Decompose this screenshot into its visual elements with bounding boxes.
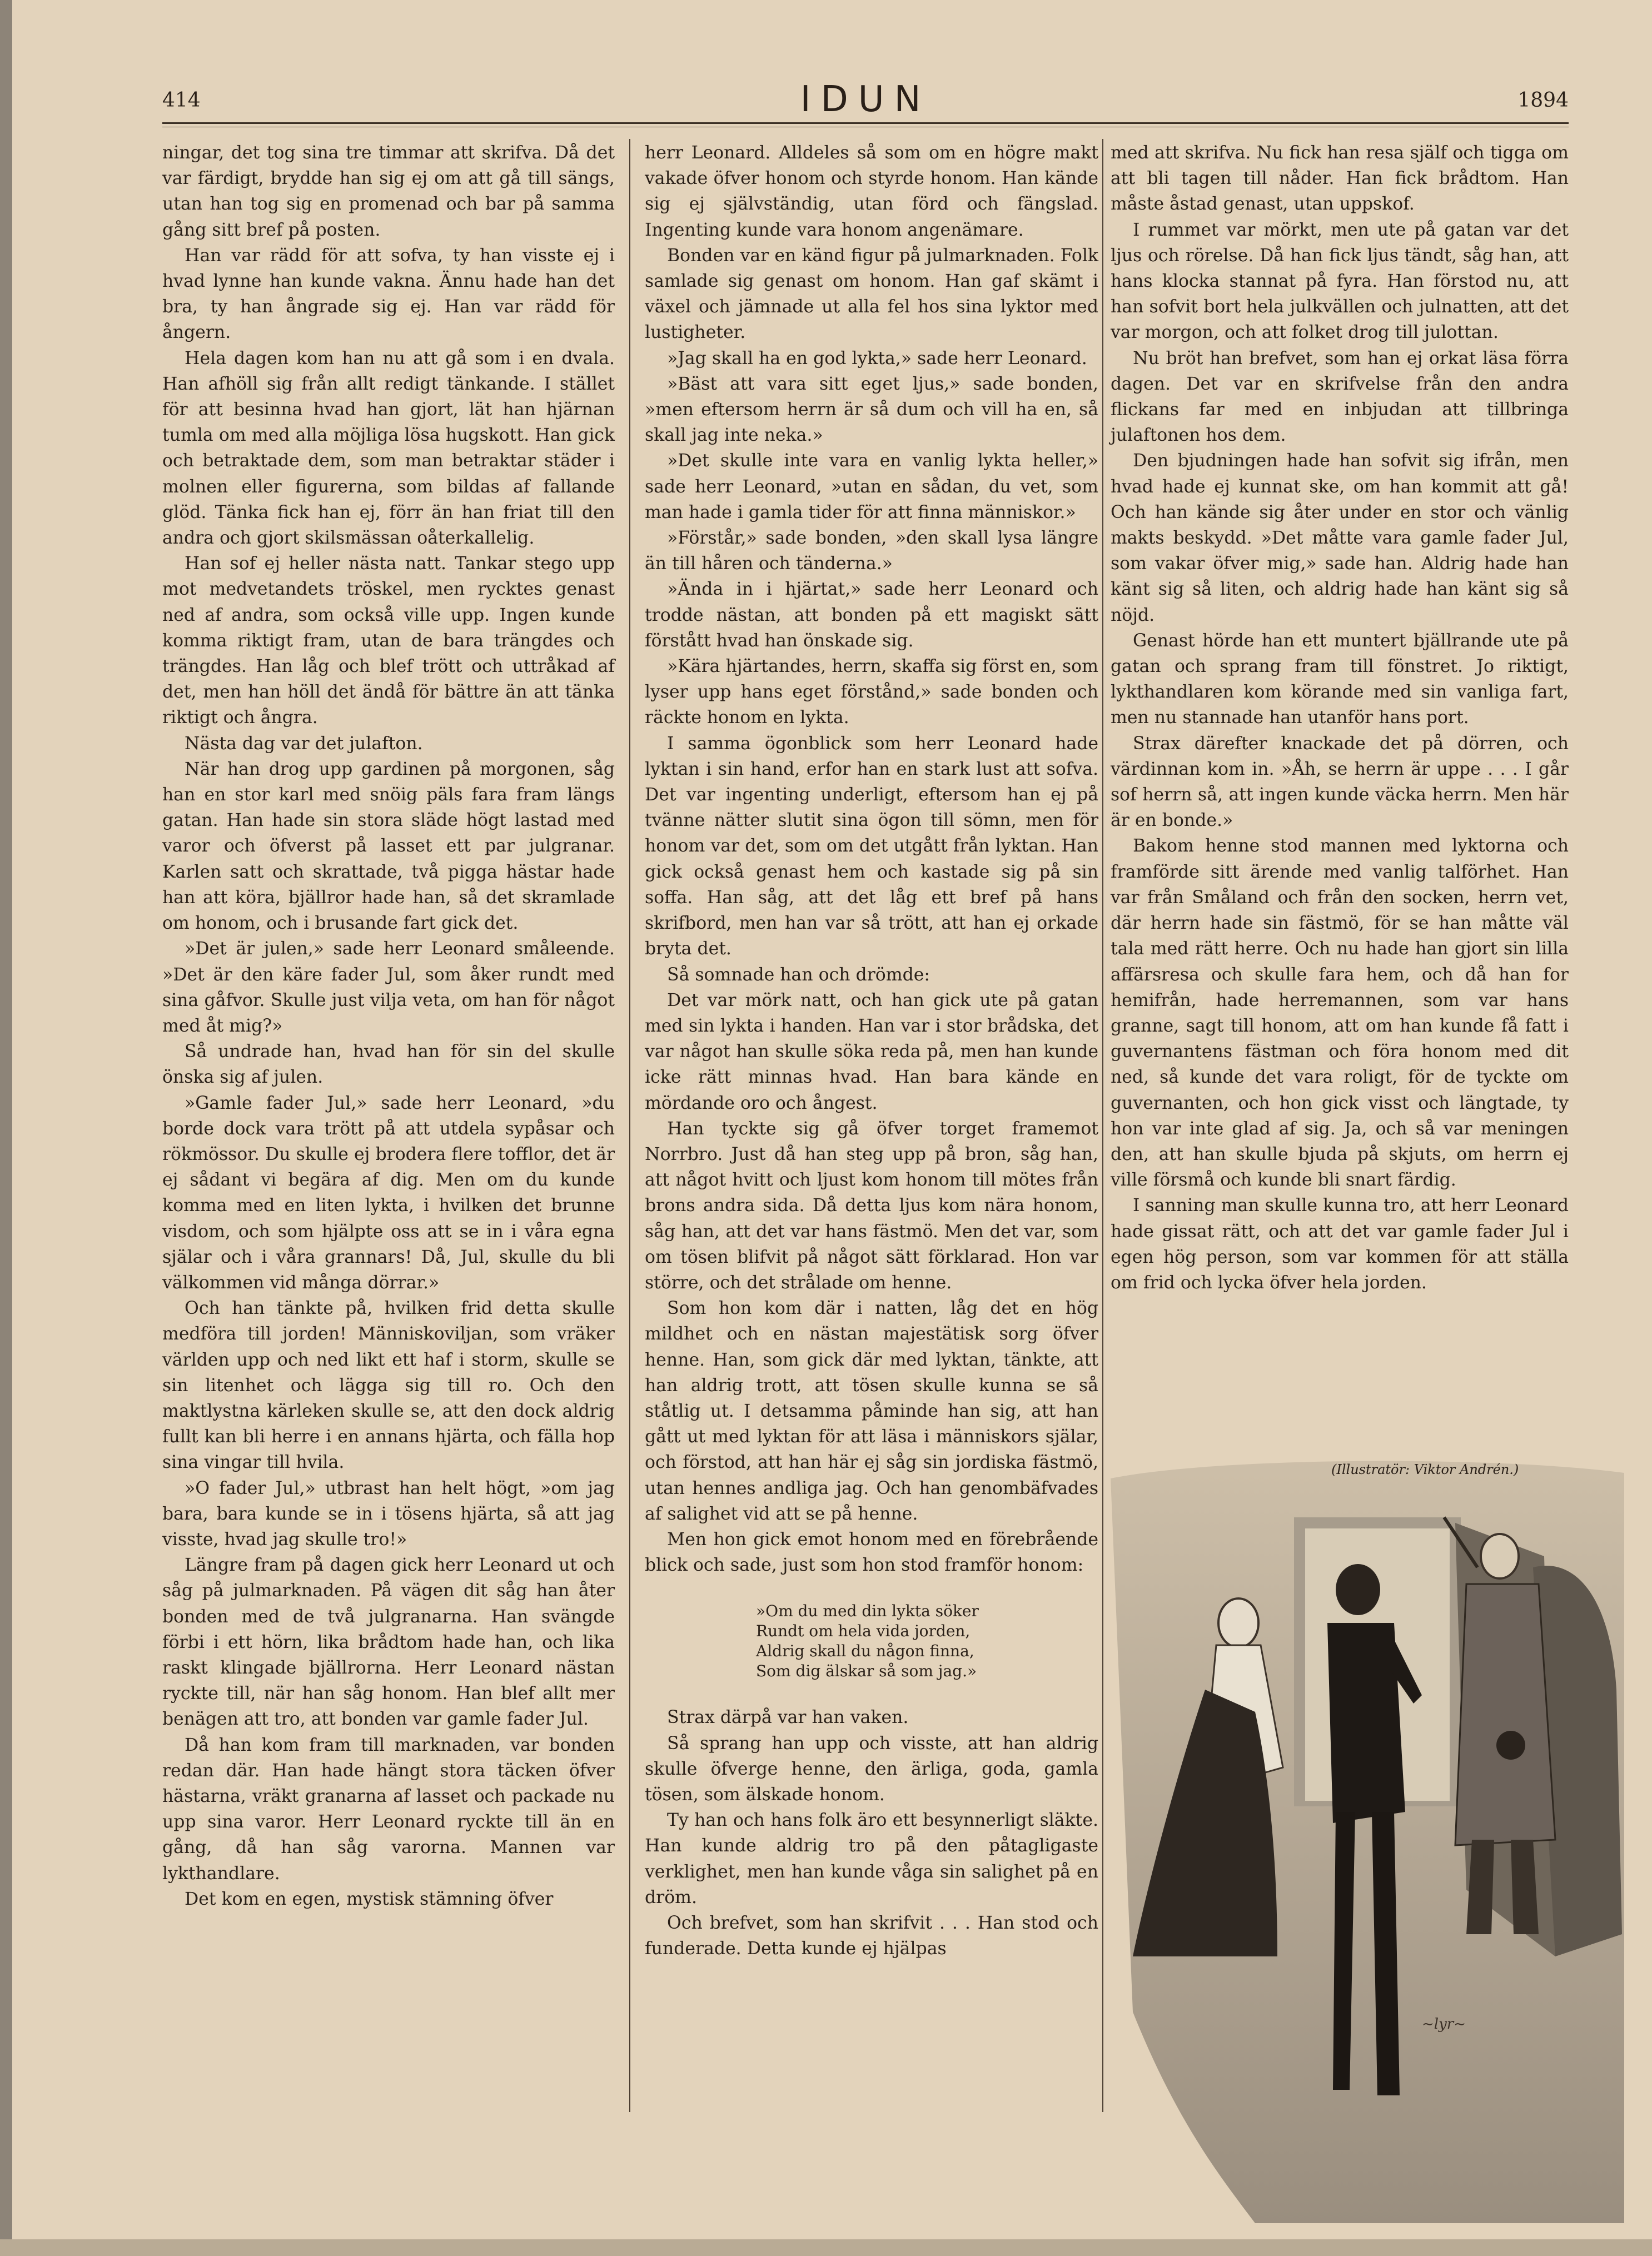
paragraph: herr Leonard. Alldeles så som om en högre makt vakade öfver honom och styrde honom. Han kände sig ej självständig, utan förd och fängslad. Ingenting kunde vara honom angenämare. — [645, 143, 1098, 240]
paragraph: »Jag skall ha en god lykta,» sade herr Leonard. — [667, 348, 1087, 368]
paragraph: med att skrifva. Nu fick han resa själf och tigga om att bli tagen till nåder. Han fick brådtom. Han måste åstad genast, utan uppskof. — [1111, 143, 1569, 215]
paragraph: Det var mörk natt, och han gick ute på gatan med sin lykta i handen. Han var i stor brådska, det var något han skulle söka reda på, men han kunde icke rätt minnas hvad. Han bara kände en mördande oro och ångest. — [645, 990, 1098, 1113]
issue-year: 1894 — [1517, 89, 1569, 112]
page-number: 414 — [162, 89, 201, 112]
illustration-caption: (Illustratör: Viktor Andrén.) — [1331, 1462, 1519, 1477]
page-edge-bottom — [0, 2239, 1652, 2256]
paragraph: ningar, det tog sina tre timmar att skrifva. Då det var färdigt, brydde han sig ej om att gå till sängs, utan han tog sig en promenad och bar på samma gång sitt bref på posten. — [162, 143, 615, 240]
paragraph: Nu bröt han brefvet, som han ej orkat läsa förra dagen. Det var en skrifvelse från den andra flickans far med en inbjudan att tillbringa julaftonen hos dem. — [1111, 348, 1569, 446]
paragraph: »Det är julen,» sade herr Leonard småleende. »Det är den käre fader Jul, som åker rundt med sina gåfvor. Skulle just vilja veta, om han för något med åt mig?» — [162, 939, 615, 1036]
paragraph: Nästa dag var det julafton. — [185, 733, 423, 754]
paragraph: Så undrade han, hvad han för sin del skulle önska sig af julen. — [162, 1042, 615, 1088]
poem-line: Aldrig skall du någon finna, — [756, 1642, 974, 1661]
paragraph: Då han kom fram till marknaden, var bonden redan där. Han hade hängt stora täcken öfver hästarna, vräkt granarna af lasset och packade nu upp sina varor. Herr Leonard ryckte till än en gång, då han såg varorna. Mannen var lykthandlare. — [162, 1735, 615, 1884]
paragraph: När han drog upp gardinen på morgonen, såg han en stor karl med snöig päls fara fram längs gatan. Han hade sin stora släde högt lastad med varor och öfverst på lasset ett par julgranar. Karlen satt och skrattade, två pigga hästar hade han att köra, bjällror hade han, så det skramlade om honom, och i brusande fart gick det. — [162, 759, 615, 934]
poem-line: Rundt om hela vida jorden, — [756, 1622, 971, 1641]
paragraph: »Ända in i hjärtat,» sade herr Leonard och trodde nästan, att bonden på ett magiskt sätt förstått hvad han önskade sig. — [645, 579, 1098, 651]
magazine-title: IDUN — [800, 79, 931, 120]
paragraph: Och brefvet, som han skrifvit . . . Han stod och funderade. Detta kunde ej hjälpas — [645, 1913, 1098, 1959]
paragraph: Strax därefter knackade det på dörren, och värdinnan kom in. »Åh, se herrn är uppe . . . I går sof herrn så, att ingen kunde väcka herrn. Men här är en bonde.» — [1111, 733, 1569, 831]
poem — [756, 1601, 1098, 1681]
paragraph: Så sprang han upp och visste, att han aldrig skulle öfverge henne, den ärliga, goda, gamla tösen, som älskade honom. — [645, 1733, 1098, 1805]
illustration — [1111, 1456, 1624, 2223]
paragraph: Han tyckte sig gå öfver torget framemot Norrbro. Just då han steg upp på bron, såg han, att något hvitt och ljust kom honom till mötes från brons andra sida. Då detta ljus kom nära honom, såg han, att det var hans fästmö. Men det var, som om tösen blifvit på något sätt förklarad. Hon var större, och det strålade om henne. — [645, 1118, 1098, 1293]
paragraph: Genast hörde han ett muntert bjällrande ute på gatan och sprang fram till fönstret. Jo riktigt, lykthandlaren kom körande med sin vanliga fart, men nu stannade han utanför hans port. — [1111, 630, 1569, 728]
paragraph: Ty han och hans folk äro ett besynnerligt släkte. Han kunde aldrig tro på den påtagligaste verklighet, men han kunde våga sin salighet på en dröm. — [645, 1810, 1098, 1908]
paragraph: Längre fram på dagen gick herr Leonard ut och såg på julmarknaden. På vägen dit såg han åter bonden med de två julgranarna. Han svängde förbi i ett hörn, lika brådtom hade han, och lika raskt klingade bjällrorna. Herr Leonard nästan ryckte till, när han såg honom. Han blef allt mer benägen att tro, att bonden var gamle fader Jul. — [162, 1555, 615, 1730]
paragraph: »Bäst att vara sitt eget ljus,» sade bonden, »men eftersom herrn är så dum och vill ha en, så skall jag inte neka.» — [645, 373, 1098, 446]
paragraph: Det kom en egen, mystisk stämning öfver — [185, 1889, 554, 1909]
paragraph: »Gamle fader Jul,» sade herr Leonard, »du borde dock vara trött på att utdela sypåsar och rökmössor. Du skulle ej brodera flere tofflor, det är ej sådant vi begära af dig. Men om du kunde komma med en liten lykta, i hvilken det brunne visdom, och som hjälpte oss att se in i våra egna själar och i våra grannars! Då, Jul, skulle du bli välkommen vid många dörrar.» — [162, 1093, 615, 1293]
paragraph: Och han tänkte på, hvilken frid detta skulle medföra till jorden! Människoviljan, som vräker världen upp och ned likt ett haf i storm, skulle se sin litenhet och lägga sig till ro. Och den maktlystna kärleken skulle se, att den dock aldrig fullt kan bli herre i en annans hjärta, och fälla hop sina vingar till hvila. — [162, 1298, 615, 1473]
column-divider — [1102, 139, 1103, 2112]
paragraph: Hela dagen kom han nu att gå som i en dvala. Han afhöll sig från allt redigt tänkande. I stället för att besinna hvad han gjort, lät han hjärnan tumla om med alla möjliga lösa hugskott. Han gick och betraktade dem, som man betraktar städer i molnen eller figurerna, som bildas af fallande glöd. Tänka fick han ej, förr än han friat till den andra och gjort skilsmässan oåterkallelig. — [162, 348, 615, 549]
page-header — [162, 79, 1569, 122]
paragraph: I rummet var mörkt, men ute på gatan var det ljus och rörelse. Då han fick ljus tändt, såg han, att hans klocka stannat på fyra. Han förstod nu, att han sofvit bort hela julkvällen och julnatten, att det var morgon, och att folket drog till julottan. — [1111, 220, 1569, 343]
paragraph: »O fader Jul,» utbrast han helt högt, »om jag bara, bara kunde se in i tösens hjärta, så att jag visste, hvad jag skulle tro!» — [162, 1478, 615, 1550]
paragraph: I sanning man skulle kunna tro, att herr Leonard hade gissat rätt, och att det var gamle fader Jul i egen hög person, som var kommen för att ställa om frid och lycka öfver hela jorden. — [1111, 1196, 1569, 1293]
paragraph: Bakom henne stod mannen med lyktorna och framförde sitt ärende med vanlig talförhet. Han var från Småland och från den socken, herrn vet, där herrn hade sin fästmö, för se han måtte väl tala med rätt herre. Och nu hade han gjort sin lilla affärsresa och skulle fara hem, och då han for hemifrån, hade herremannen, som var hans granne, sagt till honom, att om han kunde få fatt i guvernantens fästman och föra honom med dit ned, så kunde det vara roligt, för de tyckte om guvernanten, och hon gick visst och längtade, ty hon var inte glad af sig. Ja, och så var meningen den, att han skulle bjuda på skjuts, om herrn ej ville försmå och kunde bli snart färdig. — [1111, 836, 1569, 1191]
paragraph: Som hon kom där i natten, låg det en hög mildhet och en nästan majestätisk sorg öfver henne. Han, som gick där med lyktan, tänkte, att han aldrig trott, att tösen skulle kunna se så ståtlig ut. I detsamma påminde han sig, att han gått ut med lyktan för att läsa i människors själar, och förstod, att han här ej såg sin jordiska fästmö, utan hennes andliga jag. Och han genombäfvades af salighet vid att se på henne. — [645, 1298, 1098, 1524]
paragraph: Så somnade han och drömde: — [667, 964, 931, 985]
paragraph: I samma ögonblick som herr Leonard hade lyktan i sin hand, erfor han en stark lust att sofva. Det var ingenting underligt, eftersom han ej på tvänne nätter slutit sina ögon till sömn, men för honom var det, som om det utgått från lyktan. Han gick också genast hem och kastade sig på sin soffa. Han såg, att det låg ett bref på hans skrifbord, men han var så trött, att han ej orkade bryta det. — [645, 733, 1098, 959]
paragraph: »Det skulle inte vara en vanlig lykta heller,» sade herr Leonard, »utan en sådan, du vet, som man hade i gamla tider för att finna människor.» — [645, 451, 1098, 522]
svg-text:~lyr~: ~lyr~ — [1422, 2016, 1466, 2033]
poem-line: Som dig älskar så som jag.» — [756, 1662, 977, 1681]
page-edge — [0, 0, 12, 2256]
text-column-2 — [645, 140, 1098, 1961]
paragraph: »Kära hjärtandes, herrn, skaffa sig först en, som lyser upp hans eget förstånd,» sade bonden och räckte honom en lykta. — [645, 656, 1098, 728]
paragraph: Han sof ej heller nästa natt. Tankar stego upp mot medvetandets tröskel, men rycktes genast ned af andra, som också ville upp. Ingen kunde komma riktigt fram, utan de bara trängdes och trängdes. Han låg och blef trött och uttråkad af det, men han höll det ändå för bättre än att tänka riktigt och ångra. — [162, 554, 615, 728]
paragraph: Den bjudningen hade han sofvit sig ifrån, men hvad hade ej kunnat ske, om han kommit att gå! Och han kände sig åter under en stor och vänlig makts beskydd. »Det måtte vara gamle fader Jul, som vakar öfver mig,» sade han. Aldrig hade han känt sig så liten, och aldrig hade han känt sig så nöjd. — [1111, 451, 1569, 625]
paragraph: Bonden var en känd figur på julmarknaden. Folk samlade sig genast om honom. Han gaf skämt i växel och jämnade ut alla fel hos sina lyktor med lustigheter. — [645, 245, 1098, 343]
header-rule — [162, 122, 1569, 124]
paragraph: Han var rädd för att sofva, ty han visste ej i hvad lynne han kunde vakna. Ännu hade han det bra, ty han ångrade sig ej. Han var rädd för ångern. — [162, 245, 615, 343]
column-divider — [629, 139, 630, 2112]
poem-line: »Om du med din lykta söker — [756, 1602, 979, 1621]
text-column-3 — [1111, 140, 1569, 1296]
text-column-1 — [162, 140, 615, 1912]
paragraph: Men hon gick emot honom med en förebrående blick och sade, just som hon stod framför honom: — [645, 1529, 1098, 1576]
paragraph: »Förstår,» sade bonden, »den skall lysa längre än till håren och tänderna.» — [645, 528, 1098, 574]
paragraph: Strax därpå var han vaken. — [667, 1707, 909, 1728]
